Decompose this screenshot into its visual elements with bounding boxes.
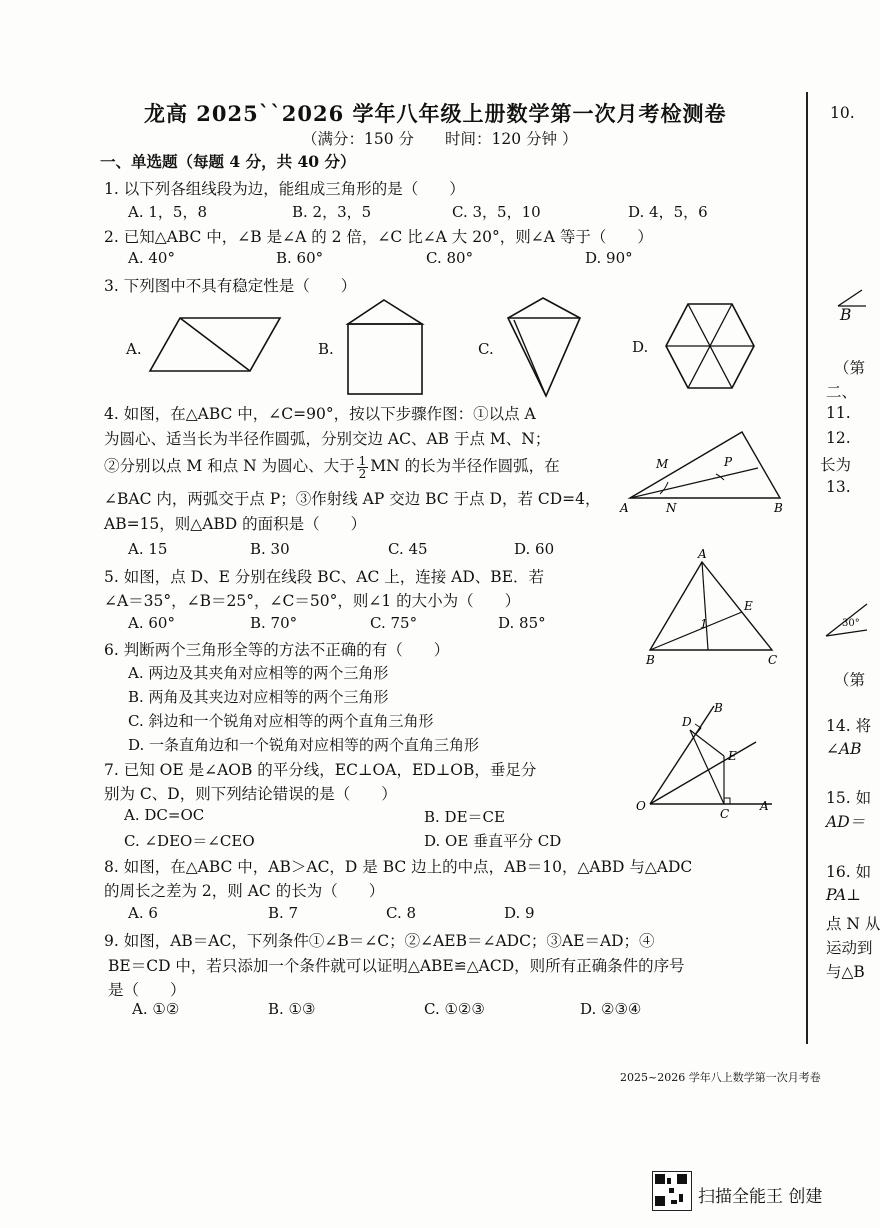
q8-option-a: A. 6	[128, 904, 158, 922]
question-3-stem: 3. 下列图中不具有稳定性是（ ）	[104, 277, 357, 295]
column-divider	[806, 92, 808, 1044]
right-section-2: 二、	[826, 383, 858, 401]
q9-option-c: C. ①②③	[424, 1000, 485, 1018]
q1-option-d: D. 4，5，6	[628, 203, 708, 221]
page-title: 龙高 2025``2026 学年八年级上册数学第一次月考检测卷	[144, 101, 727, 126]
q5-line-2: ∠A＝35°，∠B＝25°，∠C＝50°，则∠1 的大小为（ ）	[104, 592, 521, 610]
right-q12-cont: 长为	[820, 456, 852, 474]
right-label-b: B	[840, 306, 852, 324]
q5-option-b: B. 70°	[250, 614, 298, 632]
q4-option-d: D. 60	[514, 540, 555, 558]
q8-option-d: D. 9	[504, 904, 535, 922]
q9-option-b: B. ①③	[268, 1000, 316, 1018]
right-q16-cont-3: 运动到	[826, 939, 873, 957]
right-q15-cont: AD＝	[826, 813, 866, 831]
fig7-label-e: E	[728, 749, 737, 763]
q7-option-a: A. DC=OC	[124, 806, 205, 824]
right-q16-cont-4: 与△B	[826, 963, 865, 981]
q7-figure-angle	[632, 702, 782, 822]
q4-line-4: ∠BAC 内，两弧交于点 P；③作射线 AP 交边 BC 于点 D，若 CD=4，	[104, 490, 601, 508]
fig4-label-a: A	[620, 501, 629, 515]
section-heading-1: 一、单选题（每题 4 分，共 40 分）	[100, 152, 356, 171]
q4-option-c: C. 45	[388, 540, 428, 558]
q5-option-c: C. 75°	[370, 614, 418, 632]
q3-figure-hexagon	[662, 300, 756, 394]
q8-option-c: C. 8	[386, 904, 417, 922]
q9-line-1: 9. 如图，AB＝AC，下列条件①∠B＝∠C；②∠AEB＝∠ADC；③AE＝AD；④	[104, 932, 655, 950]
q4-option-a: A. 15	[128, 540, 168, 558]
fig7-label-a: A	[760, 799, 769, 813]
q5-figure-triangle	[644, 547, 784, 667]
fig5-label-c: C	[768, 653, 778, 667]
right-fig-note-2: （第	[834, 671, 866, 689]
right-q11: 11.	[826, 404, 851, 422]
fig5-label-1: 1	[700, 617, 708, 631]
q1-option-a: A. 1，5，8	[128, 203, 207, 221]
page-subtitle: （满分：150 分 时间：120 分钟 ）	[302, 130, 578, 148]
question-2-stem: 2. 已知△ABC 中，∠B 是∠A 的 2 倍，∠C 比∠A 大 20°，则∠A 等于（ ）	[104, 228, 653, 246]
right-q13: 13.	[826, 478, 851, 496]
q9-option-d: D. ②③④	[580, 1000, 642, 1018]
q4-line-1: 4. 如图，在△ABC 中，∠C=90°，按以下步骤作图：①以点 A	[104, 405, 536, 423]
q9-line-2: BE＝CD 中，若只添加一个条件就可以证明△ABE≌△ACD，则所有正确条件的序号	[108, 957, 685, 975]
q7-option-d: D. OE 垂直平分 CD	[424, 832, 562, 850]
page-footer: 2025~2026 学年八上数学第一次月考卷	[620, 1071, 821, 1084]
fig7-label-b: B	[714, 701, 723, 715]
q6-option-c: C. 斜边和一个锐角对应相等的两个直角三角形	[128, 712, 434, 730]
q3-option-d: D.	[632, 338, 649, 356]
q10-number: 10.	[830, 104, 855, 122]
q7-option-b: B. DE＝CE	[424, 808, 505, 826]
q4-option-b: B. 30	[250, 540, 290, 558]
q3-option-c: C.	[478, 340, 494, 358]
q7-line-2: 别为 C、D，则下列结论错误的是（ ）	[104, 785, 397, 803]
q2-option-b: B. 60°	[276, 249, 324, 267]
q1-option-c: C. 3，5，10	[452, 203, 541, 221]
right-q16-cont-1: PA⊥	[826, 886, 861, 904]
qr-code-icon	[652, 1171, 692, 1211]
q3-figure-kite	[506, 296, 586, 400]
q3-option-b: B.	[318, 340, 334, 358]
q9-option-a: A. ①②	[132, 1000, 180, 1018]
q2-option-a: A. 40°	[128, 249, 175, 267]
fig7-label-d: D	[682, 715, 692, 729]
q9-line-3: 是（ ）	[108, 981, 186, 999]
q5-option-d: D. 85°	[498, 614, 546, 632]
right-q16: 16. 如	[826, 863, 872, 881]
fig4-label-n: N	[666, 501, 677, 515]
q8-option-b: B. 7	[268, 904, 299, 922]
right-q15: 15. 如	[826, 789, 872, 807]
right-fig-note-1: （第	[834, 359, 866, 377]
fig5-label-b: B	[646, 653, 655, 667]
q3-figure-house	[346, 298, 426, 398]
q2-option-d: D. 90°	[585, 249, 633, 267]
right-q16-cont-2: 点 N 从	[826, 915, 880, 933]
right-q14-cont: ∠AB	[826, 740, 862, 758]
fig7-label-c: C	[720, 807, 730, 821]
fraction-half: $\frac{1}{2}$	[358, 453, 367, 481]
fig5-label-a: A	[698, 547, 707, 561]
q4-figure-triangle	[620, 428, 790, 518]
q8-line-2: 的周长之差为 2，则 AC 的长为（ ）	[104, 882, 385, 900]
q6-option-a: A. 两边及其夹角对应相等的两个三角形	[128, 664, 389, 682]
right-q12: 12.	[826, 429, 851, 447]
q4-line-5: AB=15，则△ABD 的面积是（ ）	[104, 515, 367, 533]
q4-line-2: 为圆心、适当长为半径作圆弧，分别交边 AC、AB 于点 M、N；	[104, 430, 551, 448]
q5-line-1: 5. 如图，点 D、E 分别在线段 BC、AC 上，连接 AD、BE．若	[104, 568, 545, 586]
fig5-label-e: E	[744, 599, 753, 613]
right-q14: 14. 将	[826, 717, 872, 735]
q1-option-b: B. 2，3，5	[292, 203, 372, 221]
q7-line-1: 7. 已知 OE 是∠AOB 的平分线，EC⊥OA，ED⊥OB，垂足分	[104, 761, 537, 779]
question-6-stem: 6. 判断两个三角形全等的方法不正确的有（ ）	[104, 641, 450, 659]
q6-option-d: D. 一条直角边和一个锐角对应相等的两个直角三角形	[128, 736, 480, 754]
q3-option-a: A.	[126, 340, 142, 358]
fig4-label-b: B	[774, 501, 783, 515]
fig4-label-p: P	[724, 455, 733, 469]
q2-option-c: C. 80°	[426, 249, 474, 267]
q6-option-b: B. 两角及其夹边对应相等的两个三角形	[128, 688, 389, 706]
q4-line-3: ②分别以点 M 和点 N 为圆心、大于 $\frac{1}{2}$ MN 的长为半径作圆弧，在	[104, 453, 560, 481]
q5-option-a: A. 60°	[128, 614, 175, 632]
right-angle-30: 30°	[842, 618, 860, 629]
scanner-watermark: 扫描全能王 创建	[698, 1187, 823, 1207]
q7-option-c: C. ∠DEO＝∠CEO	[124, 832, 255, 850]
question-1-stem: 1. 以下列各组线段为边，能组成三角形的是（ ）	[104, 180, 465, 198]
q8-line-1: 8. 如图，在△ABC 中，AB＞AC，D 是 BC 边上的中点，AB＝10，△ABD 与△ADC	[104, 858, 693, 876]
q3-figure-parallelogram	[150, 316, 290, 376]
fig7-label-o: O	[636, 799, 646, 813]
fig4-label-m: M	[656, 457, 669, 471]
